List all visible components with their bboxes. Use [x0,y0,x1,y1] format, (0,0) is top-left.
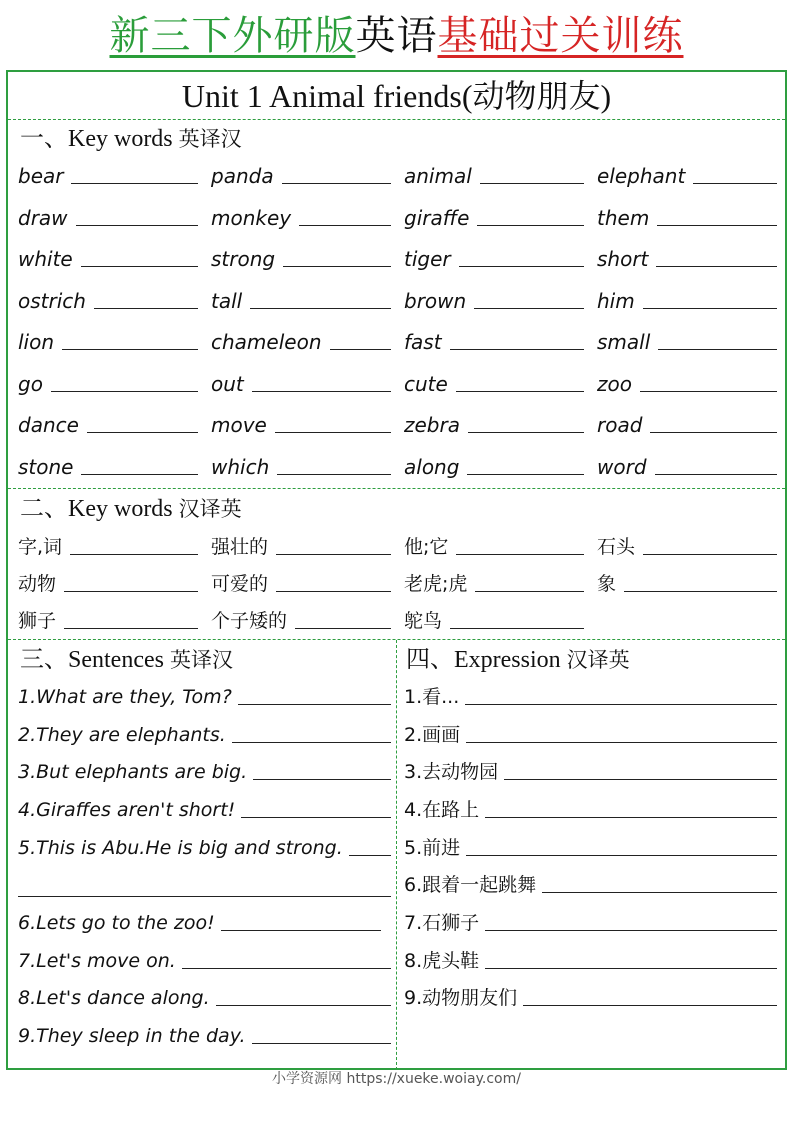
vocab-item [211,450,391,480]
vocab-item [404,450,584,480]
vocab-word: tiger [404,247,451,271]
answer-blank[interactable] [624,591,777,592]
vocab-item [404,530,584,560]
vocab-word: monkey [211,205,292,230]
vocab-item [404,201,584,231]
vocab-item [211,242,391,272]
vocab-item [18,367,198,397]
exercise-prompt: 2.They are elephants. [18,724,226,746]
vocab-item [18,530,198,560]
vocab-item [211,408,391,438]
answer-blank[interactable] [221,930,381,931]
exercise-prompt: 5.This is Abu.He is big and strong. [18,837,343,859]
answer-blank[interactable] [277,474,391,475]
exercise-prompt: 9.动物朋友们 [404,987,518,1009]
answer-blank[interactable] [276,554,391,555]
vocab-word: small [597,330,651,354]
exercise-item [404,718,777,748]
exercise-item [404,868,777,898]
title-part-black: 英语 [355,13,438,59]
answer-blank[interactable] [70,554,198,555]
vocab-item [211,325,391,355]
vocab-word: 他;它 [404,536,449,558]
vocab-word: go [18,371,43,396]
answer-blank[interactable] [51,391,198,392]
vocab-word: cute [404,371,448,396]
vocab-item [404,567,584,597]
vocab-word: elephant [597,164,686,188]
exercise-prompt: 2.画画 [404,724,461,746]
exercise-prompt: 3.But elephants are big. [18,761,248,783]
answer-blank[interactable] [465,704,777,705]
vocab-word: move [211,413,267,437]
answer-blank[interactable] [466,855,777,856]
answer-blank[interactable] [232,742,391,743]
answer-blank[interactable] [330,349,392,350]
vocab-item [18,159,198,189]
vocab-item [404,604,584,634]
vocab-word: tall [211,288,243,313]
answer-blank[interactable] [349,855,391,856]
section1-heading-en: 一、Key words [20,126,173,152]
vocab-word: panda [211,164,274,188]
vocab-word: zoo [597,371,632,396]
vocab-item [211,284,391,314]
answer-blank[interactable] [81,474,198,475]
answer-blank[interactable] [475,591,584,592]
page-title [0,6,793,66]
section1-heading-cn: 英译汉 [178,127,242,151]
answer-blank[interactable] [459,266,584,267]
vocab-item [18,242,198,272]
answer-blank[interactable] [71,183,198,184]
vocab-word: brown [404,288,467,313]
vocab-word: animal [404,164,472,188]
vocab-item [18,408,198,438]
divider [8,488,785,489]
vocab-word: 狮子 [18,610,57,632]
vocab-word: zebra [404,413,460,437]
answer-blank[interactable] [656,266,777,267]
vocab-item [18,201,198,231]
vocab-word: short [597,247,649,271]
vocab-word: 石头 [597,536,636,558]
answer-blank[interactable] [87,432,198,433]
exercise-prompt: 1.看... [404,686,460,708]
vocab-word: 可爱的 [211,573,269,595]
answer-blank[interactable] [238,704,391,705]
vocab-item [18,604,198,634]
section4-heading [406,643,630,677]
vocab-word: word [597,454,647,479]
answer-blank[interactable] [477,225,584,226]
answer-blank[interactable] [81,266,198,267]
answer-blank[interactable] [468,432,584,433]
vocab-item [18,325,198,355]
answer-blank[interactable] [282,183,391,184]
vocab-word: 象 [597,573,617,595]
vocab-word: road [597,413,643,437]
exercise-item [18,1019,391,1049]
vocab-item [404,159,584,189]
vocab-word: out [211,371,244,396]
vocab-word: chameleon [211,330,322,354]
title-part-red: 基础过关训练 [437,13,684,59]
answer-blank[interactable] [64,628,198,629]
exercise-prompt: 5.前进 [404,837,461,859]
section3-heading [20,643,233,677]
exercise-item [18,944,391,974]
vocab-word: lion [18,330,55,354]
exercise-prompt: 4.在路上 [404,799,480,821]
vocab-item [597,408,777,438]
section2-heading-en: 二、Key words [20,496,173,522]
answer-blank[interactable] [640,391,777,392]
exercise-item [404,831,777,861]
answer-blank[interactable] [283,266,391,267]
divider-vertical [396,640,397,1070]
vocab-item [404,367,584,397]
answer-blank[interactable] [650,432,777,433]
answer-blank[interactable] [275,432,391,433]
vocab-item [404,408,584,438]
title-part-green: 新三下外研版 [109,13,356,59]
exercise-item [18,831,391,861]
exercise-item [18,981,391,1011]
vocab-item [211,530,391,560]
vocab-word: stone [18,454,74,479]
vocab-item [597,201,777,231]
vocab-word: fast [404,330,442,354]
vocab-word: white [18,247,73,271]
answer-blank[interactable] [18,896,391,897]
exercise-item [18,680,391,710]
section3-heading-cn: 英译汉 [169,648,233,672]
answer-blank[interactable] [250,308,391,309]
vocab-item [597,242,777,272]
answer-blank[interactable] [657,225,777,226]
answer-blank[interactable] [456,554,584,555]
vocab-item [597,284,777,314]
vocab-word: 老虎;虎 [404,573,468,595]
answer-blank[interactable] [523,1005,777,1006]
exercise-prompt: 8.Let's dance along. [18,987,210,1009]
exercise-item [404,981,777,1011]
answer-blank[interactable] [643,308,777,309]
section3-heading-en: 三、Sentences [20,647,164,673]
exercise-prompt: 3.去动物园 [404,761,499,783]
answer-blank[interactable] [542,892,777,893]
answer-blank[interactable] [480,183,584,184]
answer-blank[interactable] [450,349,584,350]
vocab-item [597,367,777,397]
section1-heading [20,122,242,156]
vocab-word: strong [211,247,276,271]
answer-blank[interactable] [182,968,391,969]
answer-blank[interactable] [485,930,777,931]
answer-blank[interactable] [658,349,777,350]
vocab-item [211,201,391,231]
answer-blank[interactable] [456,391,584,392]
vocab-word: 鸵鸟 [404,610,443,632]
answer-blank[interactable] [64,591,198,592]
worksheet [6,70,787,1070]
exercise-prompt: 7.石狮子 [404,912,480,934]
exercise-item [18,906,381,936]
answer-blank[interactable] [253,779,391,780]
answer-blank[interactable] [466,742,777,743]
answer-blank[interactable] [252,391,391,392]
exercise-item [404,906,777,936]
answer-blank[interactable] [62,349,198,350]
vocab-word: 个子矮的 [211,610,288,632]
section4-heading-en: 四、Expression [406,647,561,673]
vocab-item [18,284,198,314]
vocab-item [18,450,198,480]
vocab-word: them [597,205,650,230]
exercise-item [404,944,777,974]
vocab-item [404,325,584,355]
answer-blank[interactable] [450,628,584,629]
section2-heading [20,492,242,526]
answer-blank[interactable] [76,225,198,226]
exercise-item [18,718,391,748]
answer-blank[interactable] [655,474,777,475]
vocab-word: ostrich [18,288,86,313]
exercise-prompt: 1.What are they, Tom? [18,686,232,708]
answer-blank[interactable] [485,968,777,969]
vocab-item [404,284,584,314]
answer-blank[interactable] [485,817,777,818]
vocab-item [597,450,777,480]
vocab-item [211,159,391,189]
exercise-prompt: 6.跟着一起跳舞 [404,874,537,896]
vocab-item [597,159,777,189]
answer-blank[interactable] [474,308,584,309]
exercise-item [18,793,391,823]
exercise-prompt: 8.虎头鞋 [404,950,480,972]
vocab-item [211,604,391,634]
exercise-prompt: 7.Let's move on. [18,950,176,972]
exercise-item [404,793,777,823]
vocab-item [211,367,391,397]
vocab-item [211,567,391,597]
answer-blank[interactable] [216,1005,391,1006]
answer-blank[interactable] [693,183,777,184]
section2-heading-cn: 汉译英 [178,497,242,521]
unit-title: Unit 1 Animal friends(动物朋友) [8,72,785,120]
vocab-item [404,242,584,272]
exercise-item [404,755,777,785]
vocab-word: 动物 [18,573,57,595]
answer-blank[interactable] [295,628,391,629]
vocab-item [597,530,777,560]
footer-watermark: 小学资源网 https://xueke.woiay.com/ [272,1071,521,1087]
answer-blank[interactable] [94,308,198,309]
vocab-word: 字,词 [18,536,63,558]
vocab-item [597,325,777,355]
answer-blank[interactable] [252,1043,392,1044]
vocab-word: dance [18,413,79,437]
exercise-prompt: 9.They sleep in the day. [18,1025,246,1047]
answer-blank[interactable] [241,817,391,818]
answer-blank[interactable] [467,474,584,475]
vocab-item [18,567,198,597]
vocab-word: bear [18,164,64,188]
vocab-word: 强壮的 [211,536,269,558]
exercise-prompt: 4.Giraffes aren't short! [18,799,236,821]
section4-heading-cn: 汉译英 [566,648,630,672]
exercise-item [18,755,391,785]
vocab-word: giraffe [404,205,470,230]
answer-blank[interactable] [504,779,777,780]
exercise-item [404,680,777,710]
vocab-word: which [211,454,270,479]
vocab-item [597,567,777,597]
vocab-word: along [404,454,460,479]
exercise-prompt: 6.Lets go to the zoo! [18,912,215,934]
answer-blank[interactable] [276,591,391,592]
vocab-word: him [597,288,635,313]
vocab-word: draw [18,205,68,230]
answer-blank[interactable] [299,225,391,226]
answer-blank[interactable] [643,554,777,555]
